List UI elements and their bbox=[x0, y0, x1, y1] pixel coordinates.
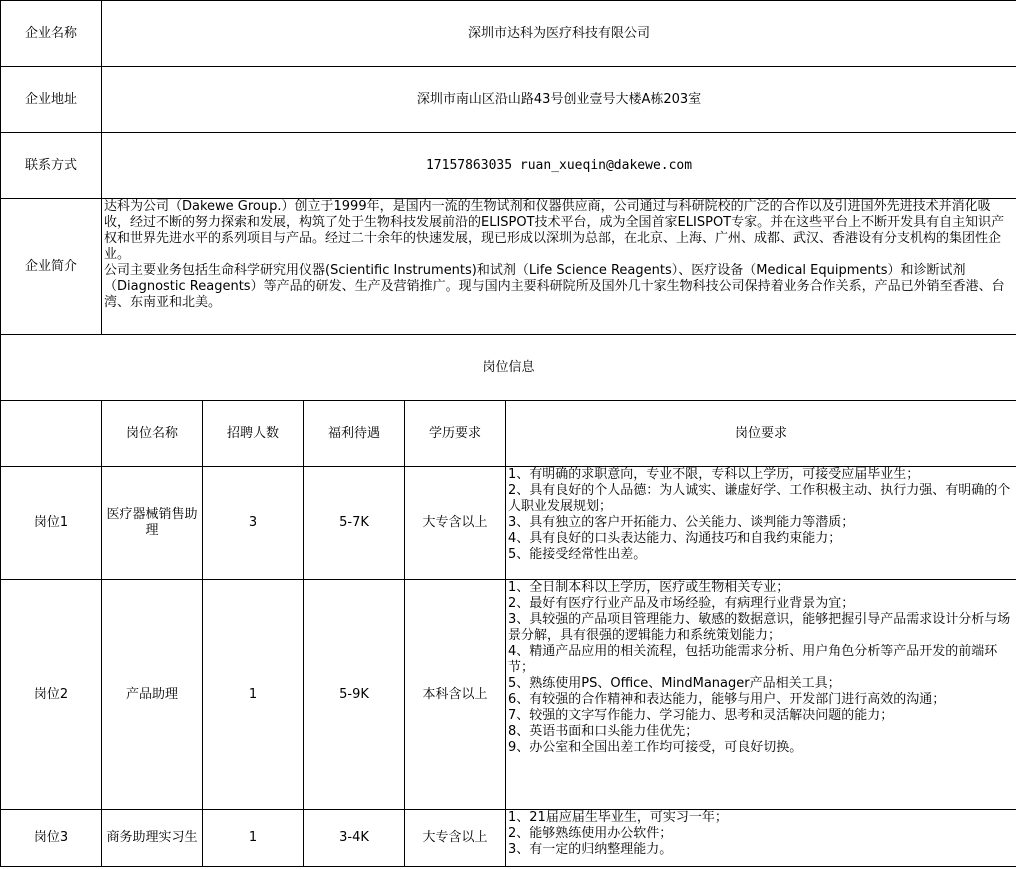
position-name: 医疗器械销售助理 bbox=[102, 467, 203, 580]
header-benefits: 福利待遇 bbox=[304, 401, 405, 467]
position-name: 产品助理 bbox=[102, 580, 203, 810]
company-intro-paragraph-1: 达科为公司（Dakewe Group.）创立于1999年，是国内一流的生物试剂和仪器供应商，公司通过与科研院校的广泛的合作以及引进国外先进技术并消化吸收，经过不断的努力探索和发展，构筑了处于生物科技发展前沿的ELISPOT技术平台，成为全国首家ELISPOT专家。并在这些平台上不断开发具有自主知识产权和世界先进水平的系列项目与产品。经过二十余年的快速发展，现已形成以深圳为总部，在北京、上海、广州、成都、武汉、香港设有分支机构的集团性企业。 bbox=[104, 199, 1005, 262]
requirement-line: 1、有明确的求职意向，专业不限，专科以上学历，可接受应届毕业生； bbox=[508, 467, 920, 482]
position-label: 岗位1 bbox=[1, 467, 102, 580]
requirement-line: 2、能够熟练使用办公软件； bbox=[508, 826, 673, 841]
requirement-line: 1、全日制本科以上学历，医疗或生物相关专业； bbox=[508, 580, 790, 595]
position-row-3 bbox=[1, 810, 1016, 867]
requirement-line: 2、具有良好的个人品德：为人诚实、谦虚好学、工作积极主动、执行力强、有明确的个人职业发展规划； bbox=[508, 483, 1011, 514]
requirement-line: 4、精通产品应用的相关流程，包括功能需求分析、用户角色分析等产品开发的前端环节； bbox=[508, 644, 998, 675]
requirement-line: 5、熟练使用PS、Office、MindManager产品相关工具； bbox=[508, 676, 841, 691]
positions-section-row bbox=[1, 335, 1016, 401]
company-name-label: 企业名称 bbox=[1, 1, 102, 67]
positions-section-title: 岗位信息 bbox=[1, 335, 1016, 401]
position-count: 1 bbox=[203, 810, 304, 867]
requirement-line: 6、有较强的合作精神和表达能力，能够与用户、开发部门进行高效的沟通； bbox=[508, 692, 946, 707]
position-count: 1 bbox=[203, 580, 304, 810]
position-row-1 bbox=[1, 467, 1016, 580]
position-count: 3 bbox=[203, 467, 304, 580]
requirement-line: 8、英语书面和口头能力佳优先； bbox=[508, 724, 699, 739]
company-contact-value: 17157863035 ruan_xueqin@dakewe.com bbox=[102, 133, 1016, 199]
position-salary: 5-7K bbox=[304, 467, 405, 580]
position-requirements bbox=[506, 580, 1016, 810]
requirement-line: 2、最好有医疗行业产品及市场经验，有病理行业背景为宜； bbox=[508, 596, 855, 611]
position-salary: 3-4K bbox=[304, 810, 405, 867]
header-hiring-count: 招聘人数 bbox=[203, 401, 304, 467]
requirement-line: 3、具有独立的客户开拓能力、公关能力、谈判能力等潜质； bbox=[508, 515, 855, 530]
company-intro-paragraph-2: 公司主要业务包括生命科学研究用仪器(Scientific Instruments)和试剂（Life Science Reagents）、医疗设备（Medical Equipments）和诊断试剂（Diagnostic Reagents）等产品的研发、生产及营销推广。现与国内主要科研院所及国外几十家生物科技公司保持着业务合作关系，产品已外销至香港、台湾、东南亚和北美。 bbox=[104, 263, 1005, 310]
requirement-line: 5、能接受经常性出差。 bbox=[508, 547, 647, 562]
company-address-value: 深圳市南山区沿山路43号创业壹号大楼A栋203室 bbox=[102, 67, 1016, 133]
requirement-line: 9、办公室和全国出差工作均可接受，可良好切换。 bbox=[508, 740, 803, 755]
position-education: 大专含以上 bbox=[405, 810, 506, 867]
company-name-row bbox=[1, 1, 1016, 67]
company-address-row bbox=[1, 67, 1016, 133]
header-blank-cell bbox=[1, 401, 102, 467]
requirement-line: 3、有一定的归纳整理能力。 bbox=[508, 842, 673, 857]
position-requirements bbox=[506, 467, 1016, 580]
header-requirements: 岗位要求 bbox=[506, 401, 1016, 467]
position-label: 岗位3 bbox=[1, 810, 102, 867]
position-salary: 5-9K bbox=[304, 580, 405, 810]
company-intro-text bbox=[102, 199, 1016, 335]
position-education: 大专含以上 bbox=[405, 467, 506, 580]
header-education: 学历要求 bbox=[405, 401, 506, 467]
positions-header-row bbox=[1, 401, 1016, 467]
position-label: 岗位2 bbox=[1, 580, 102, 810]
company-contact-row bbox=[1, 133, 1016, 199]
position-row-2 bbox=[1, 580, 1016, 810]
requirement-line: 7、较强的文字写作能力、学习能力、思考和灵活解决问题的能力； bbox=[508, 708, 894, 723]
requirement-line: 4、具有良好的口头表达能力、沟通技巧和自我约束能力； bbox=[508, 531, 842, 546]
company-intro-label: 企业简介 bbox=[1, 199, 102, 335]
position-education: 本科含以上 bbox=[405, 580, 506, 810]
company-address-label: 企业地址 bbox=[1, 67, 102, 133]
requirement-line: 3、具较强的产品项目管理能力、敏感的数据意识，能够把握引导产品需求设计分析与场景分解，具有很强的逻辑能力和系统策划能力； bbox=[508, 612, 1011, 643]
position-name: 商务助理实习生 bbox=[102, 810, 203, 867]
company-name-value: 深圳市达科为医疗科技有限公司 bbox=[102, 1, 1016, 67]
position-requirements bbox=[506, 810, 1016, 867]
header-position-name: 岗位名称 bbox=[102, 401, 203, 467]
company-intro-row bbox=[1, 199, 1016, 335]
company-contact-label: 联系方式 bbox=[1, 133, 102, 199]
requirement-line: 1、21届应届生毕业生，可实习一年； bbox=[508, 810, 728, 825]
